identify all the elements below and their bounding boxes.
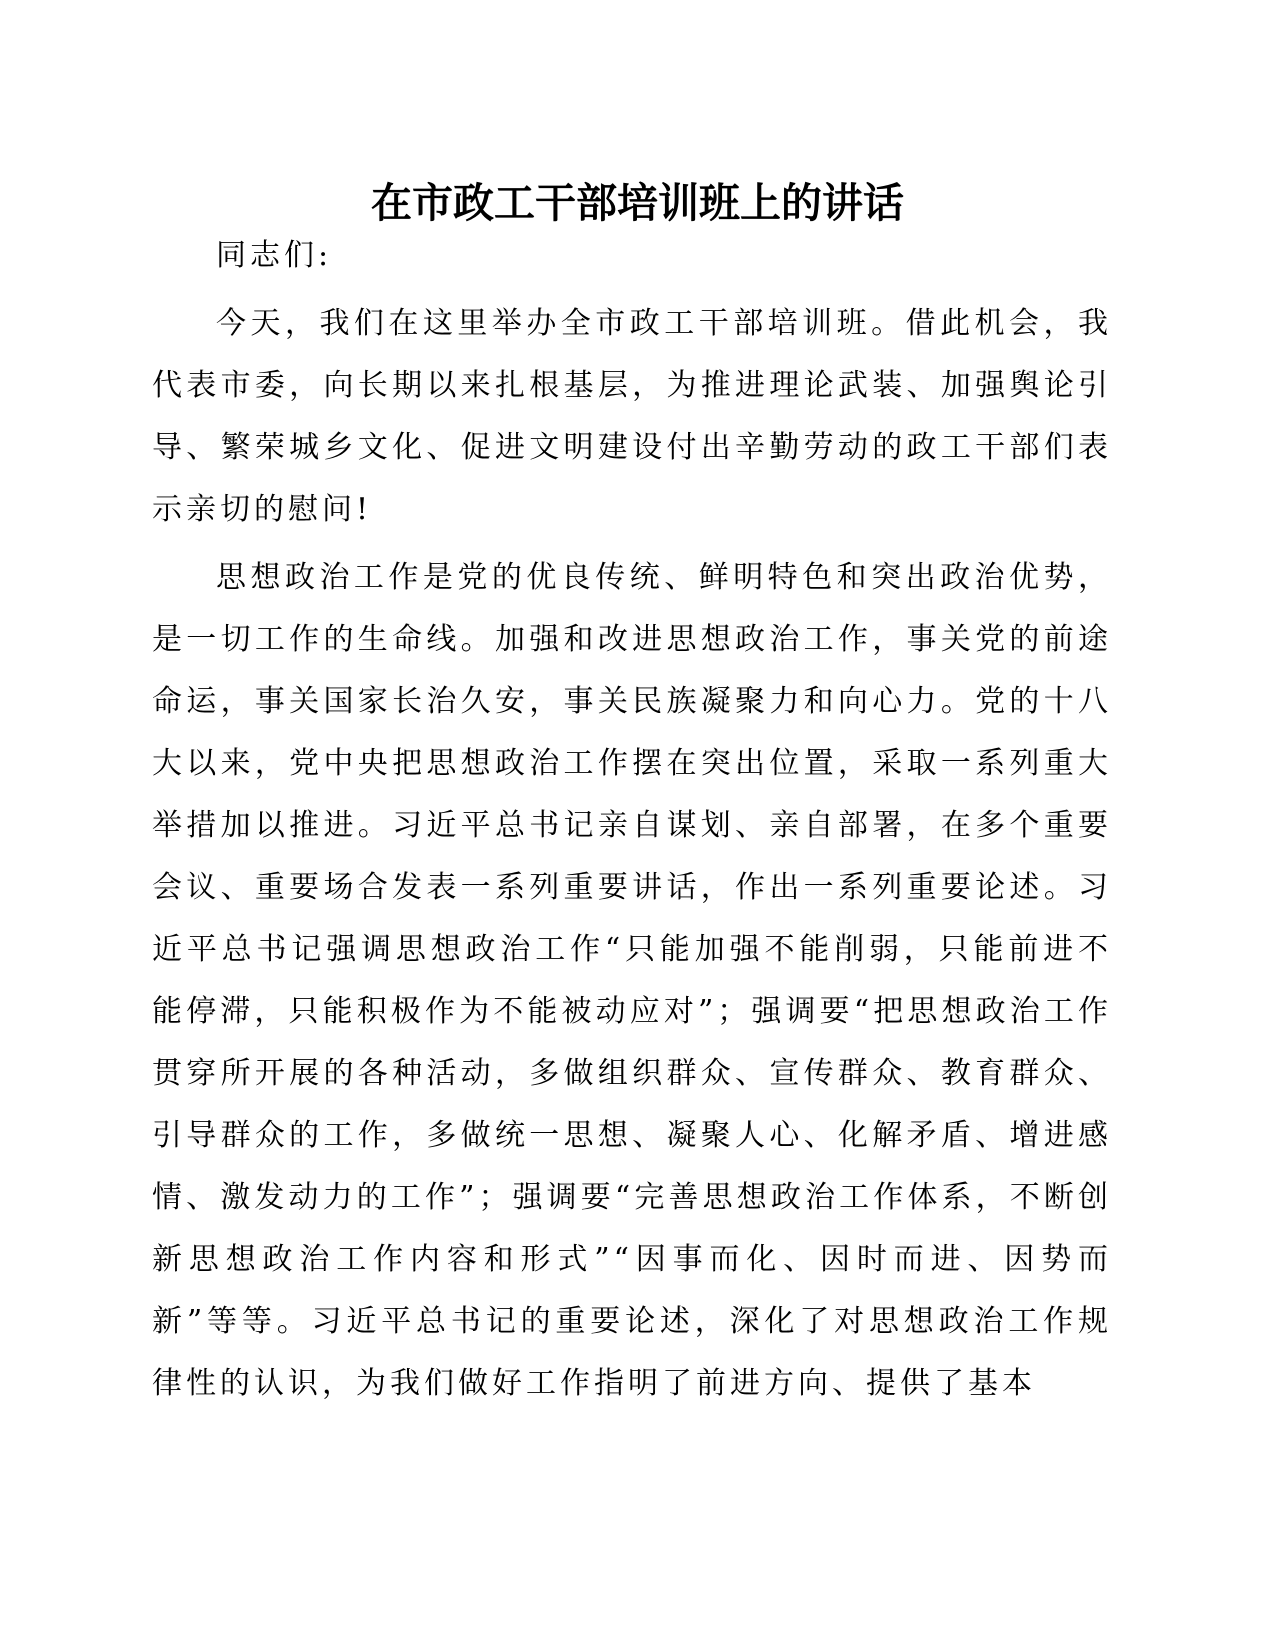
document-title: 在市政工干部培训班上的讲话 [371, 179, 904, 227]
paragraph-2: 思想政治工作是党的优良传统、鲜明特色和突出政治优势，是一切工作的生命线。加强和改进思想政治工作，事关党的前途命运，事关国家长治久安，事关民族凝聚力和向心力。党的十八大以来，党中央把思想政治工作摆在突出位置，采取一系列重大举措加以推进。习近平总书记亲自谋划、亲自部署，在多个重要会议、重要场合发表一系列重要讲话，作出一系列重要论述。习近平总书记强调思想政治工作“只能加强不能削弱，只能前进不能停滞，只能积极作为不能被动应对”；强调要“把思想政治工作贯穿所开展的各种活动，多做组织群众、宣传群众、教育群众、引导群众的工作，多做统一思想、凝聚人心、化解矛盾、增进感情、激发动力的工作”；强调要“完善思想政治工作体系，不断创新思想政治工作内容和形式”“因事而化、因时而进、因势而新”等等。习近平总书记的重要论述，深化了对思想政治工作规律性的认识，为我们做好工作指明了前进方向、提供了基本 [152, 560, 1112, 1401]
paragraph-1: 今天，我们在这里举办全市政工干部培训班。借此机会，我代表市委，向长期以来扎根基层，为推进理论武装、加强舆论引导、繁荣城乡文化、促进文明建设付出辛勤劳动的政工干部们表示亲切的慰问! [152, 306, 1112, 527]
salutation: 同志们: [216, 238, 333, 273]
document-body [152, 225, 1112, 1415]
